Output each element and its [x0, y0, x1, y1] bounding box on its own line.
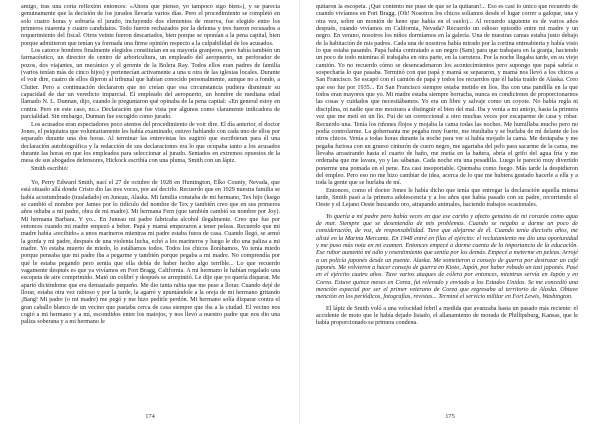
autobiography-paragraph: Yo, Perry Edward Smith, nací el 27 de octubre de 1928 en Huntington, Elko County, Nevada, que está situado allá donde Cristo dio las tres voces, por así decirlo. Recuerdo que en 1929 nuestra familia se había acostumbrado (trasladado) en Juneau, Alaska. Mi familia constaba de mi hermano, Tex hijo (luego se cambió el nombre por James por lo ridículo del nombre de Tex y también creo que en sus primeros años odiaba a mi padre, obra de mi madre). Mi hermana Fern (que también cambió su nombre por Joy). Mi hermana Barbara. Y yo... En Juneau mi padre fabricaba alcohol ilegalmente. Creo que fue por entonces cuando mi madre empezó a beber. Papá y mamá empezaron a tener peleas. Recuerdo que mi madre había «recibido» a unos marineros mientras mi padre estaba fuera de casa. Cuando llegó, se armó la gorda y mi padre, después de una violenta lucha, echó a los marineros y luego le dio una paliza a mi madre. Yo estaba muerto de miedo, lo estábamos todos. Todos los chicos llorábamos. Yo tenía miedo porque pensaba que mi padre iba a pegarme y también porque pegaba a mi madre. No comprendía por qué le estaba pegando pero sentía que ella debía de haber hecho algo terrible... Lo que recuerdo vagamente después es que ya vivíamos en Fort Bragg, California. A mi hermano le habían regalado una escopeta de aire comprimido. Mató un colibrí y después se arrepintió. Le dije que yo quería disparar. Me apartó diciéndome que era demasiado pequeño. Me dio tanta rabia que me puse a llorar. Cuando dejé de llorar, estaba otra vez rabioso y por la tarde, la agarré y apuntándole a la oreja de mi hermano gritando ¡Bang! Mi padre (o mi madre) me pegó y me hizo pedirle perdón. Mi hermano solía disparar contra el gran caballo blanco de un vecino que pastaba cerca de casa siempre que iba a la ciudad. El vecino nos cogió a mi hermano y a mí, escondidos entre los matojos, y nos llevó a nuestro padre que nos dio una paliza soberana y a mi hermano le	[21, 179, 280, 326]
paragraph: amigo, tras una corta reflexión entonces: «Ahora que pienso, yo tampoco sigo bien»), y se parecía genuinamente que la decisión de los jurados llevaría varios días. Pero el procedimiento se completó en solo cuatro horas y sobraría el jurado, incluyendo dos elementos de reserva, fue elegido entre los primeros cuarenta y cuatro candidatos. Todo fueron rechazados por la defensa y tres fueron recusados a requerimiento del fiscal. Otros veinte fueron descartados, bien porque se oponían a la pena capital, bien porque admitieron que tenían ya formada una firme opinión respecto a la culpabilidad de los acusados.	[21, 4, 280, 47]
left-page-text	[21, 4, 280, 408]
paragraph: quitaron la escopeta. ¡Qué contento me puse de que se la quitaran!... Eso es casi lo único que recuerdo de cuando vivíamos en Fort Bragg. (Oh! Nosotros los chicos solíamos desde el lugar correr a galopar, una y otra vez, sobre un montón de heno que había en el suelo)... Al recuerdo siguiente es de varios años después, cuando vivíamos en California, Nevada? Recuerdo un odioso episodio entre mi madre y un negro. En verano, nosotros los niños dormíamos en la galería. Una de nuestras camas estaba justo debajo de la habitación de mis padres. Cada una de nosotros había mirado por la cortina entreabierta y había visto lo que estaba pasando. Papá había contratado a un negro (Sam) para que trabajara en la granja, haciendo un poco de todo mientras él trabajaba en otra parte, en la carretera. Por la noche llegaba tarde, en su viejo camión. Yo no recuerdo cómo se desencadenaron los acontecimientos pero supongo que papá sabría o sospecharía lo que pasaba. Terminó con que papá y mamá se separaron, y mamá nos llevó a los chicos a San Francisco. Se escapó con el camión de papá y todos los recuerdos que él había traído de Alaska. Creo que eso fue por 1935... En San Francisco siempre estaba metido en líos. Iba con una pandilla en la que todos eran mayores que yo. Mi madre estaba siempre borracha, nunca en condiciones de proporcionarnos las cosas y cuidados que necesitábamos. Yo era un libre y salvaje como un coyote. No había regla ni disciplina, ni nadie que me mostrara a distinguir el bien del mal. Iba y venía a mi antojo, hasta la primera vez que me metí en un lío. Fui de un correccional a otro muchas veces por escaparme de casa y robar. Recuerdo una. Tenía los riñones flojos y mojaba la cama todas las noches. Me humillaba mucho pero no podía controlarme. La gobernanta me pegaba muy fuerte, me insultaba y se burlaba de mí delante de los otros chicos. Venía a todas horas durante la noche para ver si había mojado la cama. Me destapaba y me pegaba furiosa con un grueso cinturón de cuero negro, me agarraba del pelo para sacarme de la cama, me llevaba arrastrando hasta el cuarto de baño, me metía en la bañera, abría el grifo del agua fría y me ordenaba que me lavara, yo y las sábanas. Cada noche era una pesadilla. Luego le pareció muy divertido ponerme una pomada en el pene. Era casi insoportable. Quemaba como fuego. Más tarde la despidieron del empleo. Pero eso no me hizo cambiar de idea, acerca de lo que me hubiera gustado hacerle a ella y a toda la gente que se burlaba de mí.	[316, 4, 578, 187]
page-number: 174	[145, 413, 155, 420]
quoted-paragraph: Yo quería a mi padre pero había veces en que ese cariño y afecto genuino de mi corazón como agua de mar. Siempre que se desentendía de mis problemas. Cuando se negaba a darme un poco de consideración, de voz, de responsabilidad. Tuve que alejarme de él. Cuando tenía dieciséis años, me alisté en la Marina Mercante. En 1948 entré en filas el ejército: el reclutamiento me dio una oportunidad y me puso más nota en mi examen. Entonces empecé a darme cuenta de la importancia de la educación. Ese rubor aumentó mi odio y resentimiento que sentía por los demás. Empecé a meterme en peleas. Arrojé a un policía japonés desde un puente. Alaska. Me sometieron a consejo de guerra por destrozar un café japonés. Me volvieron a hacer consejo de guerra en Kioto, Japón, por haber robado un taxi japonés. Pasé en el ejército cuatro años. Tuve varios ataques de cólera por entonces, mientras servía en Japón y en Corea. Estuve quince meses en Corea, fui relevado y enviado a los Estados Unidos. Se me concedió una mención especial por ser el primer veterano de Corea que regresaba al territorio de Alaska. Obtuve mención en los periódicos, fotografías, revistas... Terminé el servicio militar en Fort Lewis, Washington.	[316, 213, 578, 301]
right-page	[300, 0, 600, 424]
paragraph: Los catorce hombres finalmente elegidos constituían en su mayoría granjeros, pero había también un farmacéutico, un director de centro de arboricultura, un empleado del aeropuerto, un perforador de pozos, dos viajantes, un mecánico y el gerente de la Bolera Ray. Todos ellos eran padres de familia (varios tenían más de cinco hijos) y pertenecían activamente a una u otra de las iglesias locales. Durante el voir dire, cuatro de ellos dijeron al tribunal que habían conocido personalmente, aunque no a fondo, a Clutter. Pero a continuación declararon que no creían que esa circunstancia pudiera disminuir su capacidad de dar un veredicto imparcial. El empleado del aeropuerto, un hombre de mediana edad llamado N. L. Dunnan, dijo, cuando le preguntaron qué opinaba de la pena capital: «En general estoy en contra. Pero en este caso, no.» Declaración que fue vista por algunos como claramente indicadora de parcialidad. Sin embargo, Dunnan fue escogido como jurado.	[21, 48, 280, 121]
paragraph: El lápiz de Smith voló a una velocidad febril a medida que avanzaba hasta un pasado más reciente: el accidente de moto que le había dejado lisiado, el allanamiento de morada de Phillipsburg, Kansas, que le había proporcionado su primera condena.	[316, 305, 578, 327]
page-number: 175	[445, 413, 455, 420]
paragraph: Los acusados eran espectadores poco atentos del procedimiento de voir dire. El día anterior, el doctor Jones, el psiquiatra que voluntariamente les había examinado, estuvo hablando con cada uno de ellos por separado durante una dos horas. Al terminar las entrevistas les sugirió que escribieran para él una declaración autobiográfica y la redacción de sus declaraciones era lo que ocupaba tanto a los acusados durante las horas en que los empleados para seleccionar al jurado. Sentados en extremos opuestos de la mesa de sus abogados defensores, Hickock escribía con una pluma, Smith con un lápiz.	[21, 121, 280, 165]
paragraph: Smith escribió:	[31, 165, 69, 172]
right-page-text	[316, 4, 578, 408]
paragraph: Entonces, como el doctor Jones le había dicho que tenía que entregar la declaración aquella misma tarde, Smith pasó a la primera adolescencia y a los años que había pasado con su padre, recorriendo el Oeste y el Lejano Oeste buscando oro, atrapando animales, haciendo trabajos ocasionales.	[316, 187, 578, 209]
